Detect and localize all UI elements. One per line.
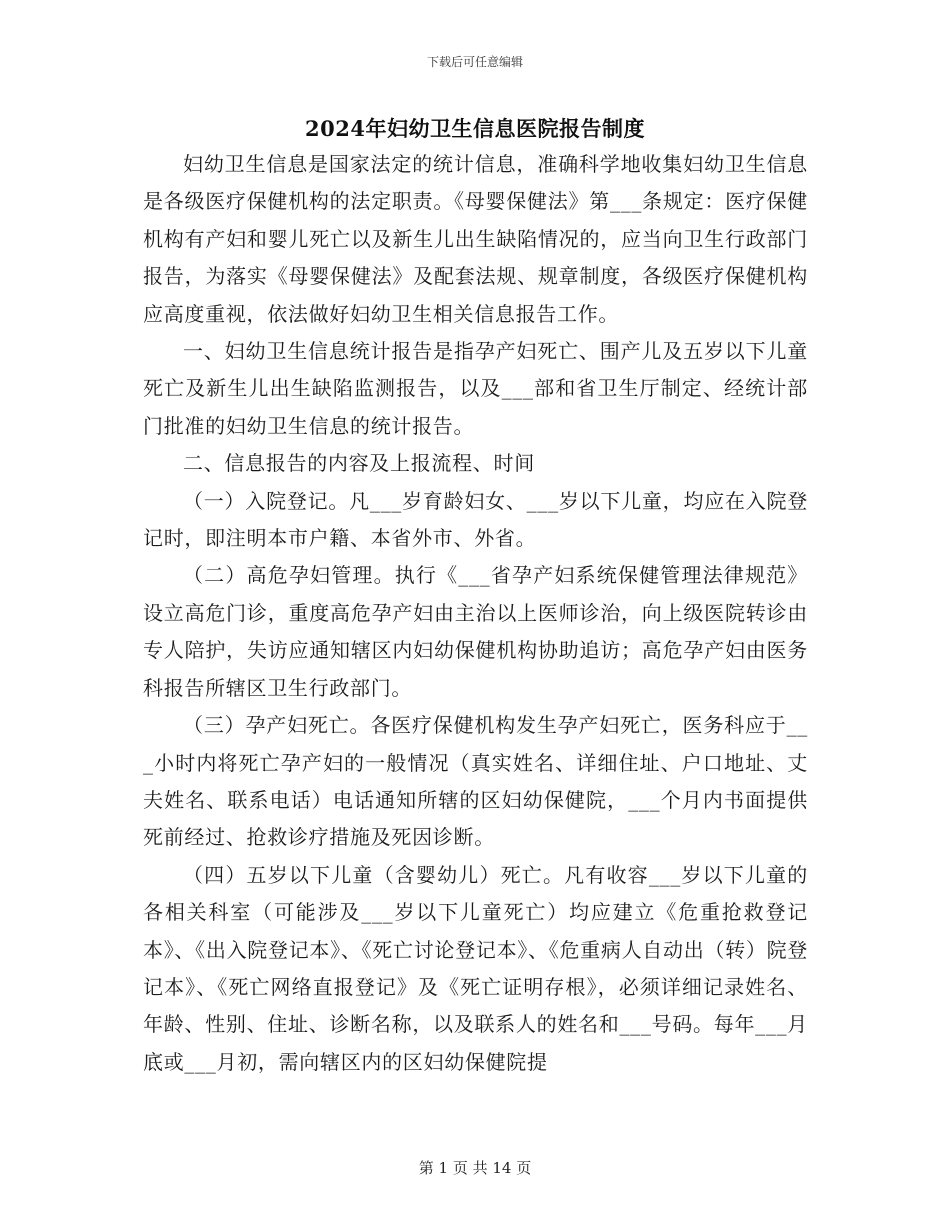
page-footer: 第 1 页 共 14 页 [418,1159,532,1177]
header-note: 下载后可任意编辑 [426,55,523,69]
document-title: 2024年妇幼卫生信息医院报告制度 [305,116,645,141]
paragraph-item-4: （四）五岁以下儿童（含婴幼儿）死亡。凡有收容___岁以下儿童的各相关科室（可能涉及___岁以下儿童死亡）均应建立《危重抢救登记本》、《出入院登记本》、《死亡讨论登记本》、《危重病人自动出（转）院登记本》、《死亡网络直报登记》及《死亡证明存根》，必须详细记录姓名、年龄、性别、住址、诊断名称，以及联系人的姓名和___号码。每年___月底或___月初，需向辖区内的区妇幼保健院提 [143,862,808,1074]
paragraph-intro: 妇幼卫生信息是国家法定的统计信息，准确科学地收集妇幼卫生信息是各级医疗保健机构的法定职责。《母婴保健法》第___条规定：医疗保健机构有产妇和婴儿死亡以及新生儿出生缺陷情况的，应当向卫生行政部门报告，为落实《母婴保健法》及配套法规、规章制度，各级医疗保健机构应高度重视，依法做好妇幼卫生相关信息报告工作。 [143,152,808,326]
paragraph-section-1: 一、妇幼卫生信息统计报告是指孕产妇死亡、围产儿及五岁以下儿童死亡及新生儿出生缺陷监测报告，以及___部和省卫生厅制定、经统计部门批准的妇幼卫生信息的统计报告。 [143,339,808,438]
paragraph-item-3: （三）孕产妇死亡。各医疗保健机构发生孕产妇死亡，医务科应于___小时内将死亡孕产妇的一般情况（真实姓名、详细住址、户口地址、丈夫姓名、联系电话）电话通知所辖的区妇幼保健院，___个月内书面提供死前经过、抢救诊疗措施及死因诊断。 [143,713,808,850]
paragraph-section-2-heading: 二、信息报告的内容及上报流程、时间 [183,451,535,476]
paragraph-item-1: （一）入院登记。凡___岁育龄妇女、___岁以下儿童，均应在入院登记时，即注明本市户籍、本省外市、外省。 [143,488,808,551]
document-body [143,146,808,1081]
paragraph-item-2: （二）高危孕妇管理。执行《___省孕产妇系统保健管理法律规范》设立高危门诊，重度高危孕产妇由主治以上医师诊治，向上级医院转诊由专人陪护，失访应通知辖区内妇幼保健机构协助追访；高危孕产妇由医务科报告所辖区卫生行政部门。 [143,563,808,700]
